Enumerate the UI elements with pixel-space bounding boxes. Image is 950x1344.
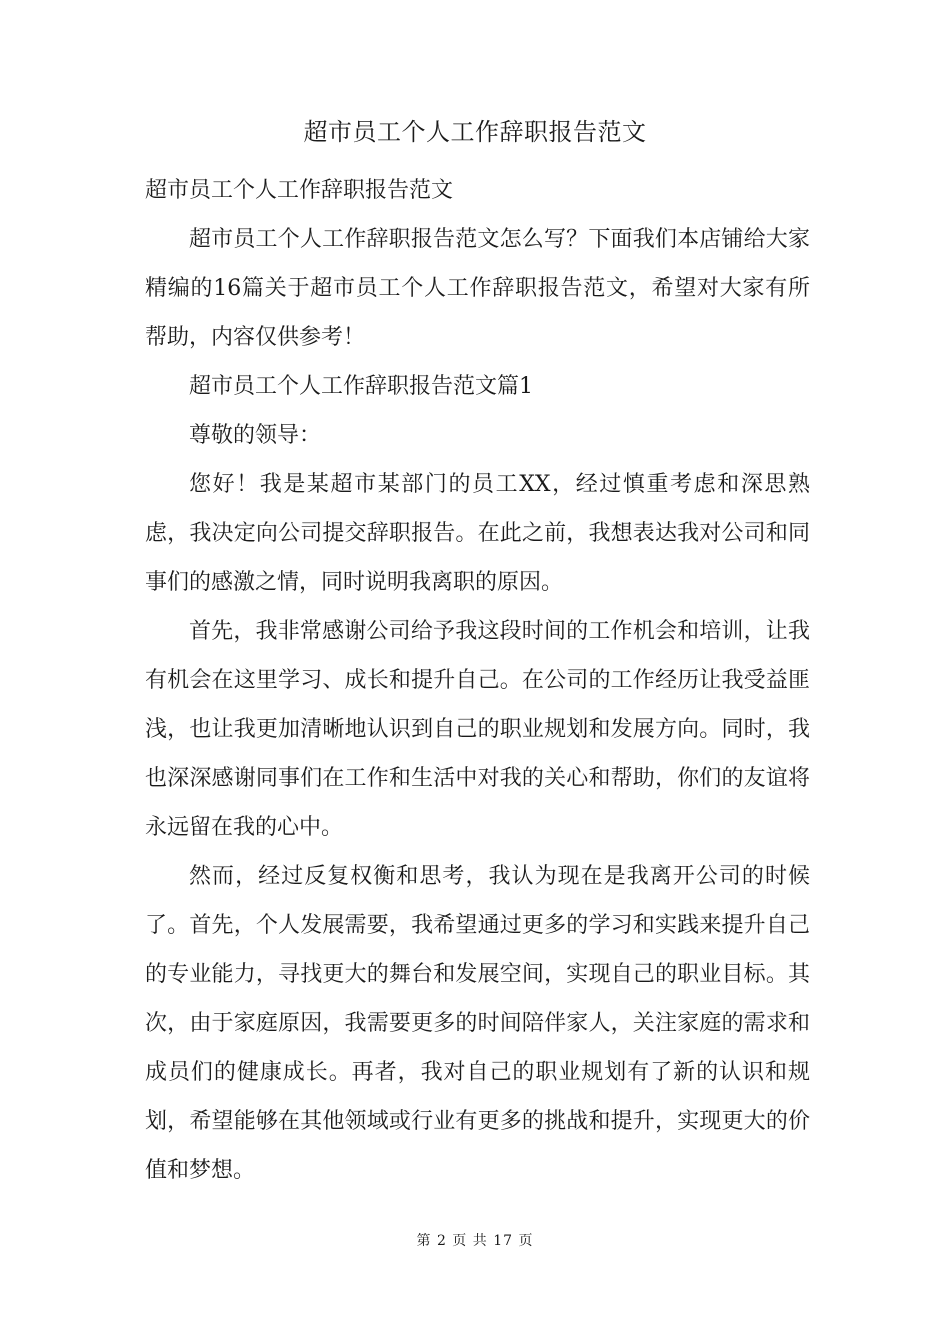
body-paragraph: 您好！我是某超市某部门的员工XX，经过慎重考虑和深思熟虑，我决定向公司提交辞职报告。在此之前，我想表达我对公司和同事们的感激之情，同时说明我离职的原因。: [145, 472, 810, 595]
body-paragraph: 然而，经过反复权衡和思考，我认为现在是我离开公司的时候了。首先，个人发展需要，我希望通过更多的学习和实践来提升自己的专业能力，寻找更大的舞台和发展空间，实现自己的职业目标。其次，由于家庭原因，我需要更多的时间陪伴家人，关注家庭的需求和成员们的健康成长。再者，我对自己的职业规划有了新的认识和规划，希望能够在其他领域或行业有更多的挑战和提升，实现更大的价值和梦想。: [145, 864, 810, 1183]
body-paragraph: 首先，我非常感谢公司给予我这段时间的工作机会和培训，让我有机会在这里学习、成长和提升自己。在公司的工作经历让我受益匪浅，也让我更加清晰地认识到自己的职业规划和发展方向。同时，我也深深感谢同事们在工作和生活中对我的关心和帮助，你们的友谊将永远留在我的心中。: [145, 619, 810, 840]
section-heading: 超市员工个人工作辞职报告范文篇1: [189, 374, 533, 399]
page-number-footer: 第 2 页 共 17 页: [416, 1233, 534, 1249]
salutation: 尊敬的领导：: [189, 423, 322, 448]
document-body: [145, 166, 810, 1195]
intro-paragraph: 超市员工个人工作辞职报告范文怎么写？下面我们本店铺给大家精编的16篇关于超市员工个人工作辞职报告范文，希望对大家有所帮助，内容仅供参考！: [145, 227, 810, 350]
document-title: 超市员工个人工作辞职报告范文: [303, 118, 647, 146]
document-subtitle: 超市员工个人工作辞职报告范文: [145, 178, 454, 203]
